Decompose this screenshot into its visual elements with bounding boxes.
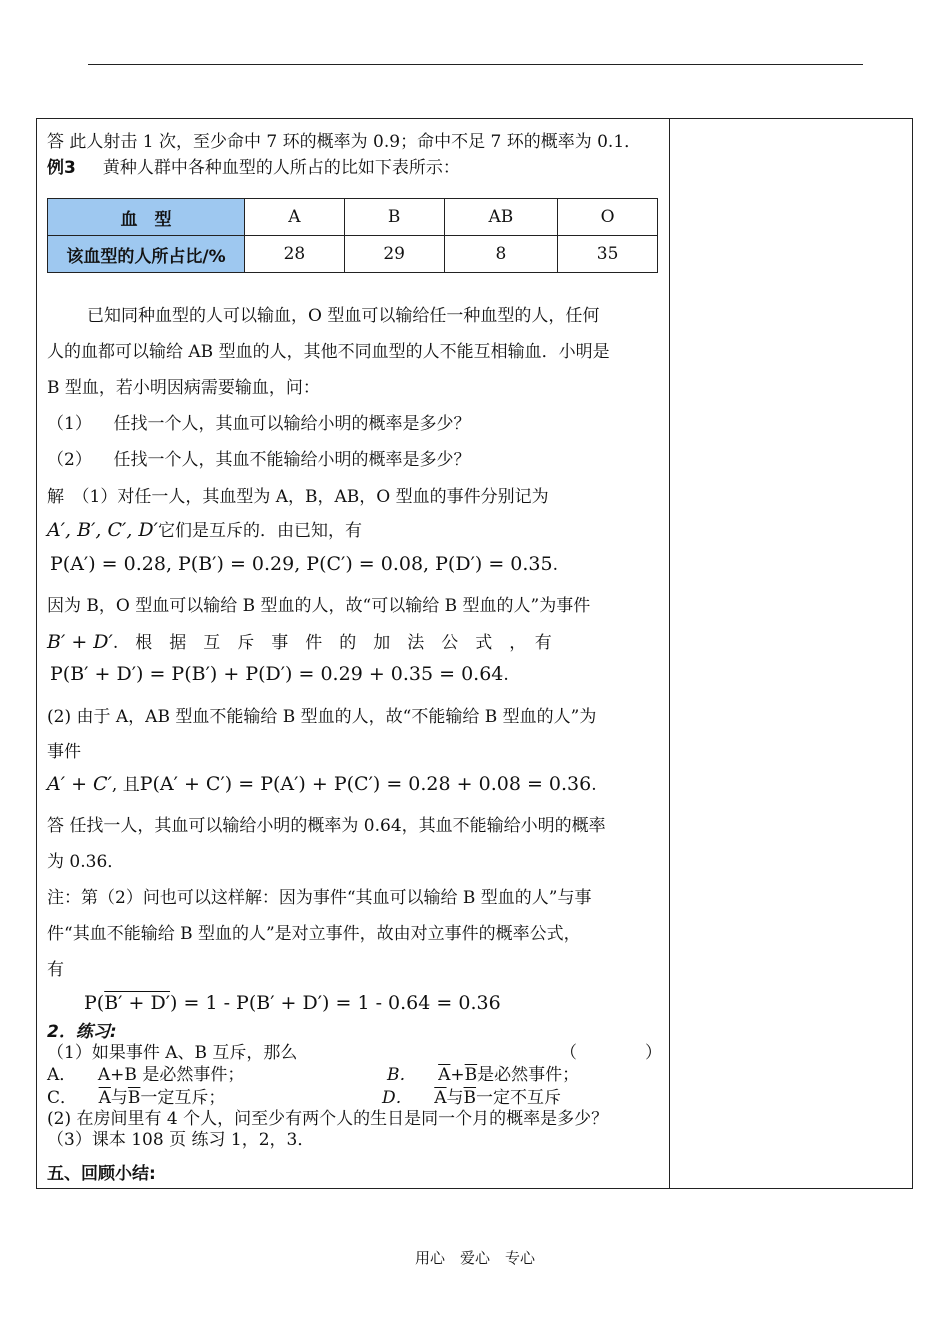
column-header: A [245, 199, 345, 236]
table-row [48, 236, 658, 273]
note-line-2: 件“其血不能输给 B 型血的人”是对立事件，故由对立事件的概率公式， [47, 924, 581, 944]
event-symbols: A′, B′, C′, D′ [47, 519, 158, 541]
row-header-blood-type: 血 型 [48, 199, 245, 236]
complement-b: B [464, 1065, 478, 1085]
table-cell: 29 [344, 236, 444, 273]
option-text: 一定不互斥 [476, 1088, 562, 1108]
page-footer: 用心 爱心 专心 [414, 1249, 535, 1267]
table-cell: 8 [444, 236, 558, 273]
column-header: B [344, 199, 444, 236]
event-sum: B′ + D′ [47, 631, 113, 653]
example-text: 黄种人群中各种血型的人所占的比如下表所示： [102, 158, 460, 178]
answer-line: 答 此人射击 1 次，至少命中 7 环的概率为 0.9；命中不足 7 环的概率为 0.1． [47, 132, 642, 152]
solution-text: . 根 据 互 斥 事 件 的 加 法 公 式 ， 有 [112, 633, 552, 653]
complement-a: A [434, 1088, 447, 1108]
answer-line-1: 答 任找一人，其血可以输给小明的概率为 0.64，其血不能输给小明的概率 [47, 816, 606, 836]
example-3-heading [47, 156, 460, 180]
addition-equation: P(A′ + C′) = P(A′) + P(C′) = 0.28 + 0.08 = 0.36 [139, 773, 592, 795]
plus-sign: + [450, 1065, 465, 1085]
option-text: 一定互斥； [140, 1088, 226, 1108]
option-label: D． [382, 1088, 413, 1108]
question-text: 任找一个人，其血可以输给小明的概率是多少？ [113, 414, 471, 434]
answer-blank: （ ） [560, 1043, 662, 1063]
option-label: A． [47, 1065, 77, 1085]
table-cell: 35 [558, 236, 658, 273]
probability-equation: P(A′) = 0.28, P(B′) = 0.29, P(C′) = 0.08, P(D′) = 0.35 [50, 553, 553, 575]
complement-a: A [98, 1088, 111, 1108]
solution-text: 它们是互斥的．由已知，有 [157, 521, 362, 541]
blood-type-table [47, 198, 658, 273]
equation-part: P( [84, 992, 105, 1014]
question-2 [47, 448, 470, 472]
row-header-percentage: 该血型的人所占比/% [48, 236, 245, 273]
solution-line-2 [47, 518, 362, 543]
complement-a: A [438, 1065, 451, 1085]
problem-line-3: B 型血，若小明因病需要输血，问： [47, 378, 320, 398]
column-header: AB [444, 199, 558, 236]
solution-line-8: 事件 [47, 742, 81, 762]
complement-b: B [127, 1088, 141, 1108]
option-b [387, 1063, 579, 1087]
solution-line-4: 因为 B，O 型血可以输给 B 型血的人，故“可以输给 B 型血的人”为事件 [47, 596, 591, 616]
practice-exercise-2: (2) 在房间里有 4 个人，问至少有两个人的生日是同一个月的概率是多少？ [47, 1109, 609, 1129]
header-rule [88, 64, 863, 65]
equation-part: ) = 1 - P(B′ + D′) = 1 - 0.64 = 0.36 [170, 992, 501, 1014]
event-sum: A′ + C′ [47, 773, 112, 795]
complement-b: B [463, 1088, 477, 1108]
exercise-text: （1）如果事件 A、B 互斥，那么 [47, 1043, 298, 1063]
question-number: （2） [47, 450, 92, 470]
section-5-heading: 五、回顾小结: [47, 1164, 156, 1184]
table-cell: 28 [245, 236, 345, 273]
connector: 与 [110, 1088, 128, 1108]
problem-line-1: 已知同种血型的人可以输血，O 型血可以输给任一种血型的人，任何 [87, 306, 600, 326]
period: . [552, 555, 559, 575]
option-text: A+B 是必然事件； [97, 1065, 245, 1085]
option-label: C． [47, 1088, 78, 1108]
answer-line-2: 为 0.36． [47, 852, 125, 872]
solution-line-1: 解 （1）对任一人，其血型为 A，B，AB，O 型血的事件分别记为 [47, 487, 549, 507]
question-number: （1） [47, 414, 92, 434]
solution-text: , 且 [111, 775, 140, 795]
example-label: 例3 [47, 158, 76, 178]
practice-exercise-3: （3）课本 108 页 练习 1，2，3． [47, 1130, 315, 1150]
question-1 [47, 412, 470, 436]
solution-line-6 [50, 662, 509, 687]
column-header: O [558, 199, 658, 236]
note-equation [84, 991, 501, 1016]
solution-line-9 [47, 772, 597, 797]
solution-line-5 [47, 630, 552, 655]
addition-equation: P(B′ + D′) = P(B′) + P(D′) = 0.29 + 0.35 = 0.64 [50, 663, 504, 685]
option-a [47, 1063, 244, 1087]
question-text: 任找一个人，其血不能输给小明的概率是多少？ [113, 450, 471, 470]
option-text: 是必然事件； [477, 1065, 580, 1085]
solution-line-7: (2) 由于 A，AB 型血不能输给 B 型血的人，故“不能输给 B 型血的人”为 [47, 707, 597, 727]
column-divider [669, 118, 670, 1189]
note-line-1: 注：第（2）问也可以这样解：因为事件“其血可以输给 B 型血的人”与事 [47, 888, 592, 908]
table-row [48, 199, 658, 236]
practice-title: 2．练习: [47, 1022, 117, 1042]
option-label: B． [387, 1065, 417, 1085]
problem-line-2: 人的血都可以输给 AB 型血的人，其他不同血型的人不能互相输血．小明是 [47, 342, 610, 362]
solution-line-3 [50, 552, 558, 577]
practice-exercise-1 [47, 1041, 297, 1065]
complement-term: B′ + D′ [104, 992, 171, 1014]
note-line-3: 有 [47, 960, 64, 980]
connector: 与 [446, 1088, 464, 1108]
period: . [591, 775, 597, 795]
period: . [503, 665, 509, 685]
